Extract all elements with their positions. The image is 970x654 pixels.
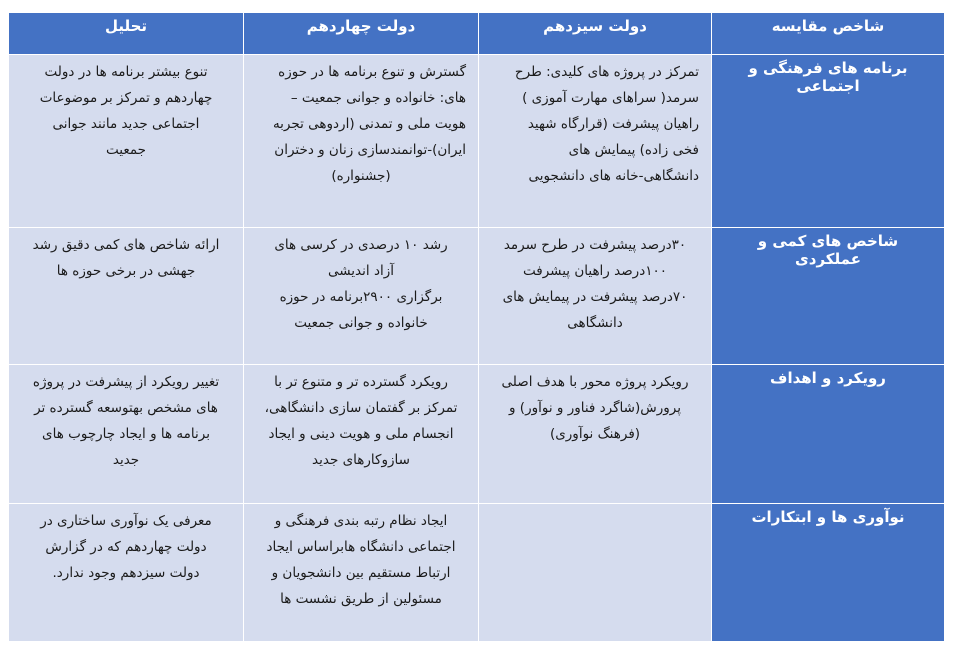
cell-13th-indicators <box>479 228 712 365</box>
cell-14th-programs <box>244 55 479 228</box>
table-row <box>9 504 945 642</box>
cell-13th-innovations-empty <box>479 504 712 642</box>
cell-line: معرفی یک نوآوری ساختاری در <box>40 513 212 529</box>
cell-analysis-innovations <box>9 504 244 642</box>
cell-line: ۳۰درصد پیشرفت در طرح سرمد <box>503 237 687 253</box>
row-label-quantitative-indicators: شاخص های کمی و عملکردی <box>712 228 945 365</box>
cell-line: خانواده و جوانی جمعیت <box>294 315 428 331</box>
cell-line: تغییر رویکرد از پیشرفت در پروژه <box>32 374 220 390</box>
cell-line: چهاردهم و تمرکز بر موضوعات <box>39 90 213 106</box>
cell-line: های: خانواده و جوانی جمعیت – <box>290 90 466 106</box>
cell-line: جمعیت <box>106 142 146 158</box>
cell-line: پرورش(شاگرد فناور و نوآور) و <box>509 400 681 416</box>
cell-line: ۷۰درصد پیشرفت در پیمایش های <box>502 289 688 305</box>
cell-line: اجتماعی جدید مانند جوانی <box>52 116 200 132</box>
header-row <box>9 13 945 55</box>
row-label-approach-goals: رویکرد و اهداف <box>712 365 945 504</box>
table-row <box>9 228 945 365</box>
cell-analysis-indicators <box>9 228 244 365</box>
cell-14th-approach <box>244 365 479 504</box>
header-14th-government: دولت چهاردهم <box>244 13 479 55</box>
cell-line: برگزاری ۲۹۰۰برنامه در حوزه <box>279 289 443 305</box>
cell-line: سرمد( سراهای مهارت آموزی ) <box>522 90 699 106</box>
cell-line: رشد ۱۰ درصدی در کرسی های <box>274 237 448 253</box>
cell-line: جهشی در برخی حوزه ها <box>56 263 196 279</box>
header-analysis: تحلیل <box>9 13 244 55</box>
cell-analysis-approach <box>9 365 244 504</box>
row-label-cultural-social-programs: برنامه های فرهنگی و اجتماعی <box>712 55 945 228</box>
cell-line: جدید <box>112 452 140 468</box>
cell-line: گسترش و تنوع برنامه ها در حوزه <box>278 64 466 80</box>
cell-line: ۱۰۰درصد راهیان پیشرفت <box>523 263 667 279</box>
cell-line: مسئولین از طریق نشست ها <box>280 591 442 607</box>
cell-analysis-programs <box>9 55 244 228</box>
cell-line: تمرکز بر گفتمان سازی دانشگاهی، <box>264 400 458 416</box>
cell-line: دولت سیزدهم وجود ندارد. <box>52 565 200 581</box>
header-13th-government: دولت سیزدهم <box>479 13 712 55</box>
cell-line: تنوع بیشتر برنامه ها در دولت <box>44 64 208 80</box>
cell-line: دولت چهاردهم که در گزارش <box>45 539 207 555</box>
cell-line: ایجاد نظام رتبه بندی فرهنگی و <box>274 513 448 529</box>
table-row <box>9 365 945 504</box>
cell-line: دانشگاهی <box>567 315 623 331</box>
cell-line: (فرهنگ نوآوری) <box>549 426 641 442</box>
cell-line: (جشنواره) <box>331 168 391 184</box>
cell-14th-indicators <box>244 228 479 365</box>
cell-13th-approach <box>479 365 712 504</box>
cell-line: ارتباط مستقیم بین دانشجویان و <box>271 565 451 581</box>
cell-line: اجتماعی دانشگاه هابراساس ایجاد <box>266 539 456 555</box>
cell-line: برنامه ها و ایجاد چارچوب های <box>42 426 210 442</box>
cell-line: فخی زاده) پیمایش های <box>568 142 699 158</box>
table-row <box>9 55 945 228</box>
header-criterion: شاخص مقایسه <box>712 13 945 55</box>
comparison-table-wrapper <box>8 12 945 642</box>
comparison-table <box>8 12 945 642</box>
cell-line: سازوکارهای جدید <box>312 452 410 468</box>
cell-line: دانشگاهی-خانه های دانشجویی <box>528 168 699 184</box>
cell-line: آزاد اندیشی <box>328 263 394 279</box>
cell-14th-innovations <box>244 504 479 642</box>
cell-line: رویکرد گسترده تر و متنوع تر با <box>274 374 448 390</box>
cell-line: تمرکز در پروژه های کلیدی: طرح <box>514 64 699 80</box>
cell-line: های مشخص بهتوسعه گسترده تر <box>34 400 218 416</box>
cell-line: هویت ملی و تمدنی (اردوهی تجربه <box>272 116 466 132</box>
cell-line: ایران)-توانمندسازی زنان و دختران <box>274 142 466 158</box>
row-label-innovations: نوآوری ها و ابتکارات <box>712 504 945 642</box>
cell-line: انجسام ملی و هویت دینی و ایجاد <box>268 426 454 442</box>
cell-line: ارائه شاخص های کمی دقیق رشد <box>32 237 220 253</box>
cell-line: راهیان پیشرفت (قرارگاه شهید <box>527 116 699 132</box>
cell-line: رویکرد پروژه محور با هدف اصلی <box>501 374 689 390</box>
cell-13th-programs <box>479 55 712 228</box>
